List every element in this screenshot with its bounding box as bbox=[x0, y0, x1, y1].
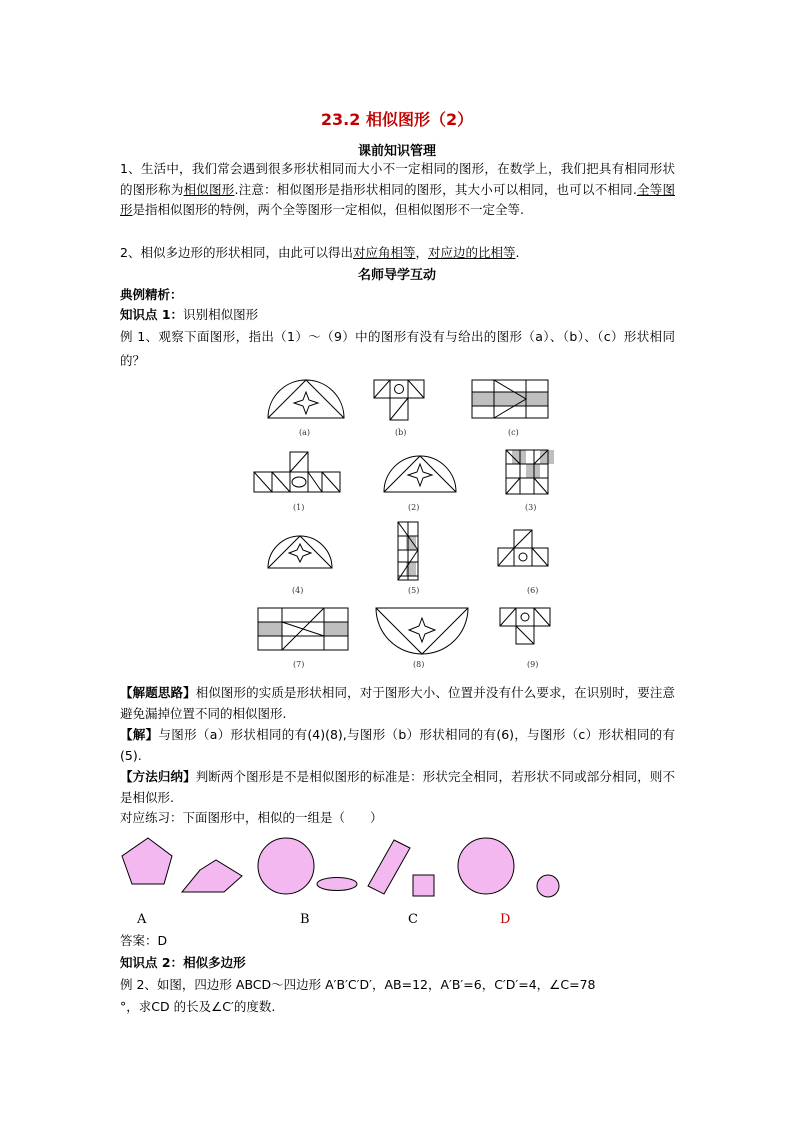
figure-8 bbox=[376, 608, 468, 654]
figure-9 bbox=[500, 608, 550, 644]
caption-7: (7) bbox=[293, 660, 305, 669]
p1-text-b: .注意：相似图形是指形状相同的图形，其大小可以相同，也可以不相同. bbox=[234, 181, 637, 197]
page-title: 23.2 相似图形（2） bbox=[320, 110, 474, 129]
method-summary bbox=[120, 767, 675, 808]
p2-text-a: 2、相似多边形的形状相同，由此可以得出 bbox=[120, 245, 353, 260]
solution-label: 【解】 bbox=[120, 727, 159, 742]
caption-5: (5) bbox=[408, 586, 420, 595]
shape-b-ellipse bbox=[317, 878, 357, 891]
paragraph-1 bbox=[120, 159, 675, 221]
caption-b: (b) bbox=[395, 428, 407, 437]
caption-3: (3) bbox=[525, 503, 537, 512]
example-2-line-2: °，求CD 的长及∠C′的度数. bbox=[120, 999, 276, 1014]
shape-c-square bbox=[413, 875, 434, 896]
figure-3 bbox=[506, 450, 554, 494]
caption-4: (4) bbox=[292, 586, 304, 595]
method-label: 【方法归纳】 bbox=[120, 769, 196, 784]
paragraph-2 bbox=[120, 243, 680, 263]
figure-a bbox=[268, 380, 344, 418]
knowledge-point-1 bbox=[120, 305, 680, 325]
method-text: 判断两个图形是不是相似图形的标准是：形状完全相同，若形状不同或部分相同，则不是相似形. bbox=[120, 769, 675, 805]
caption-9: (9) bbox=[527, 660, 539, 669]
kp1-text: 识别相似图形 bbox=[183, 307, 259, 322]
section-heading-teacher: 名师导学互动 bbox=[357, 268, 436, 283]
shape-b-circle bbox=[258, 838, 314, 894]
example-2-line-1: 例 2、如图，四边形 ABCD～四边形 A′B′C′D′，AB=12，A′B′=6，C′D′=4，∠C=78 bbox=[120, 977, 596, 992]
caption-8: (8) bbox=[413, 660, 425, 669]
analysis-heading: 典例精析： bbox=[120, 287, 183, 302]
p2-text-c: . bbox=[515, 245, 520, 260]
kp2-text: 相似多边形 bbox=[183, 955, 246, 970]
p2-text-b: ， bbox=[415, 245, 428, 260]
figure-4 bbox=[268, 536, 332, 568]
practice-shapes bbox=[118, 832, 570, 908]
figure-2 bbox=[384, 456, 456, 492]
label-d: D bbox=[500, 912, 511, 927]
figure-b bbox=[374, 380, 424, 420]
idea-label: 【解题思路】 bbox=[120, 685, 196, 700]
caption-c: (c) bbox=[508, 428, 519, 437]
label-a: A bbox=[137, 912, 147, 927]
kp1-label: 知识点 1： bbox=[120, 307, 184, 322]
solution-text: 与图形（a）形状相同的有(4)(8),与图形（b）形状相同的有(6)，与图形（c）形状相同的有(5). bbox=[120, 727, 675, 763]
solution-idea bbox=[120, 683, 675, 724]
p1-text-c: 是指相似图形的特例，两个全等图形一定相似，但相似图形不一定全等. bbox=[132, 202, 524, 217]
figure-c bbox=[472, 380, 548, 418]
example-1-text: 例 1、观察下面图形，指出（1）～（9）中的图形有没有与给出的图形（a）、（b）、（c）形状相同的？ bbox=[120, 329, 675, 368]
figure-7 bbox=[258, 608, 348, 650]
idea-text: 相似图形的实质是形状相同，对于图形大小、位置并没有什么要求，在识别时，要注意避免漏掉位置不同的相似图形. bbox=[120, 685, 675, 721]
figure-5 bbox=[398, 522, 418, 580]
practice-question: 对应练习：下面图形中，相似的一组是（ ） bbox=[120, 810, 383, 825]
kp2-label: 知识点 2： bbox=[120, 955, 184, 970]
figure-6 bbox=[498, 530, 548, 566]
figure-1 bbox=[254, 452, 340, 492]
p1-term-congruent-figures: 全等图形 bbox=[120, 181, 675, 217]
label-b: B bbox=[300, 912, 310, 927]
shape-d-small-circle bbox=[537, 875, 559, 897]
solution bbox=[120, 725, 675, 766]
knowledge-point-2 bbox=[120, 953, 680, 973]
p2-term-sides: 对应边的比相等 bbox=[428, 245, 516, 260]
caption-6: (6) bbox=[527, 586, 539, 595]
caption-2: (2) bbox=[408, 503, 420, 512]
caption-1: (1) bbox=[293, 503, 305, 512]
example-1-figures bbox=[240, 372, 570, 672]
answer: 答案：D bbox=[120, 933, 168, 948]
p2-term-angles: 对应角相等 bbox=[352, 245, 416, 260]
caption-a: (a) bbox=[299, 428, 311, 437]
shape-d-big-circle bbox=[458, 838, 514, 894]
p1-text-a: 1、生活中，我们常会遇到很多形状相同而大小不一定相同的图形，在数学上，我们把具有相同形状的图形称为 bbox=[120, 161, 675, 197]
section-heading-pre-class: 课前知识管理 bbox=[357, 144, 436, 159]
p1-term-similar-figures: 相似图形 bbox=[183, 181, 235, 197]
label-c: C bbox=[408, 912, 418, 927]
